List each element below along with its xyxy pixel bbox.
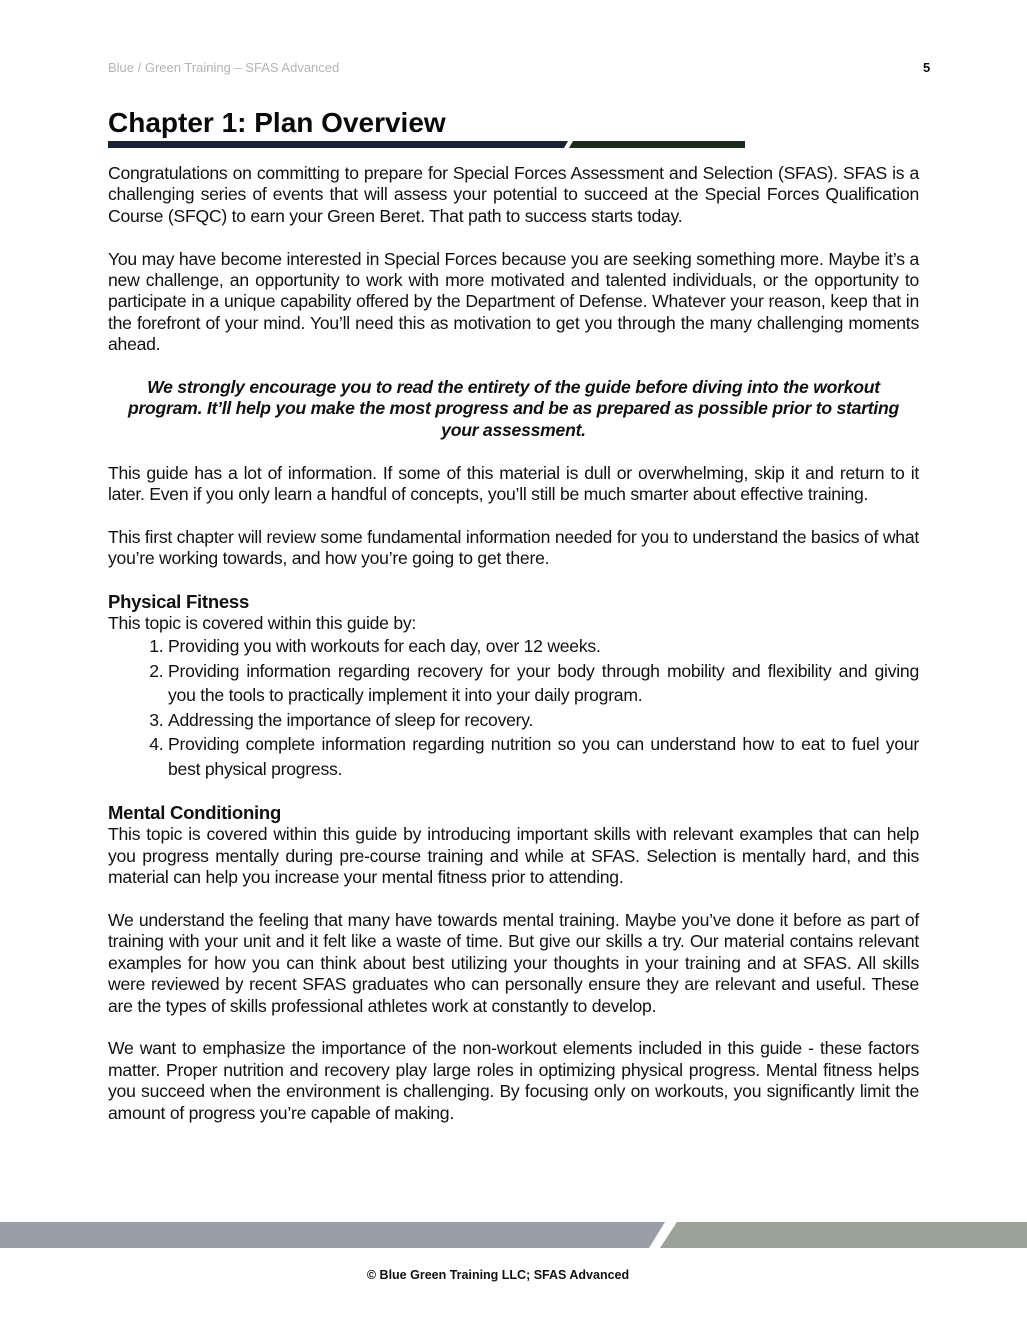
footer-copyright: © Blue Green Training LLC; SFAS Advanced [366, 1268, 630, 1282]
physical-fitness-lead: This topic is covered within this guide by: [108, 613, 417, 634]
callout-emphasis: We strongly encourage you to read the entirety of the guide before diving into the workout program. It’ll help you make the most progress and be as prepared as possible prior to starting your assessment. [127, 377, 900, 440]
title-underline-rule [108, 141, 748, 148]
page-content [108, 163, 919, 1146]
guide-paragraph: This guide has a lot of information. If some of this material is dull or overwhelming, skip it and return to it later. Even if you only learn a handful of concepts, you’ll still be much smarter about effective training. [108, 462, 919, 505]
list-item: 1. Providing you with workouts for each day, over 12 weeks. [168, 634, 919, 659]
intro-paragraph: You may have become interested in Special Forces because you are seeking something more. Maybe it’s a new challenge, an opportunity to work with more motivated and talented individuals, or the opportunity to participate in a unique capability offered by the Department of Defense. Whatever your reason, keep that in the forefront of your mind. You’ll need this as motivation to get you through the many challenging moments ahead. [108, 248, 919, 355]
page-number: 5 [923, 60, 931, 75]
running-header: Blue / Green Training – SFAS Advanced [108, 60, 340, 75]
intro-paragraph: Congratulations on committing to prepare for Special Forces Assessment and Selection (SFAS). SFAS is a challenging series of events that will assess your potential to succeed at the Special Forces Qualification Course (SFQC) to earn your Green Beret. That path to success starts today. [108, 163, 919, 226]
mental-paragraph: We want to emphasize the importance of the non-workout elements included in this guide - these factors matter. Proper nutrition and recovery play large roles in optimizing physical progress. Mental fitness helps you succeed when the environment is challenging. By focusing only on workouts, you significantly limit the amount of progress you’re capable of making. [108, 1038, 919, 1123]
mental-paragraph: We understand the feeling that many have towards mental training. Maybe you’ve done it before as part of training with your unit and it felt like a waste of time. But give our skills a try. Our material contains relevant examples for how you can think about best utilizing your thoughts in your training and at SFAS. All skills were reviewed by recent SFAS graduates who can personally ensure they are relevant and useful. These are the types of skills professional athletes work at constantly to develop. [108, 910, 919, 1016]
mental-paragraph: This topic is covered within this guide by introducing important skills with relevant examples that can help you progress mentally during pre-course training and while at SFAS. Selection is mentally hard, and this material can help you increase your mental fitness prior to attending. [108, 824, 919, 888]
physical-fitness-list [108, 634, 919, 781]
section-heading-physical-fitness: Physical Fitness [108, 591, 249, 613]
list-item: 2. Providing information regarding recovery for your body through mobility and flexibility and giving you the tools to practically implement it into your daily program. [168, 659, 919, 708]
list-item: 4. Providing complete information regarding nutrition so you can understand how to eat to fuel your best physical progress. [168, 732, 919, 781]
guide-paragraph: This first chapter will review some fundamental information needed for you to understand the basics of what you’re working towards, and how you’re going to get there. [108, 526, 919, 569]
list-item: 3. Addressing the importance of sleep for recovery. [168, 708, 919, 733]
footer-band [0, 1222, 1027, 1248]
chapter-title: Chapter 1: Plan Overview [108, 107, 446, 138]
section-heading-mental-conditioning: Mental Conditioning [108, 802, 282, 824]
